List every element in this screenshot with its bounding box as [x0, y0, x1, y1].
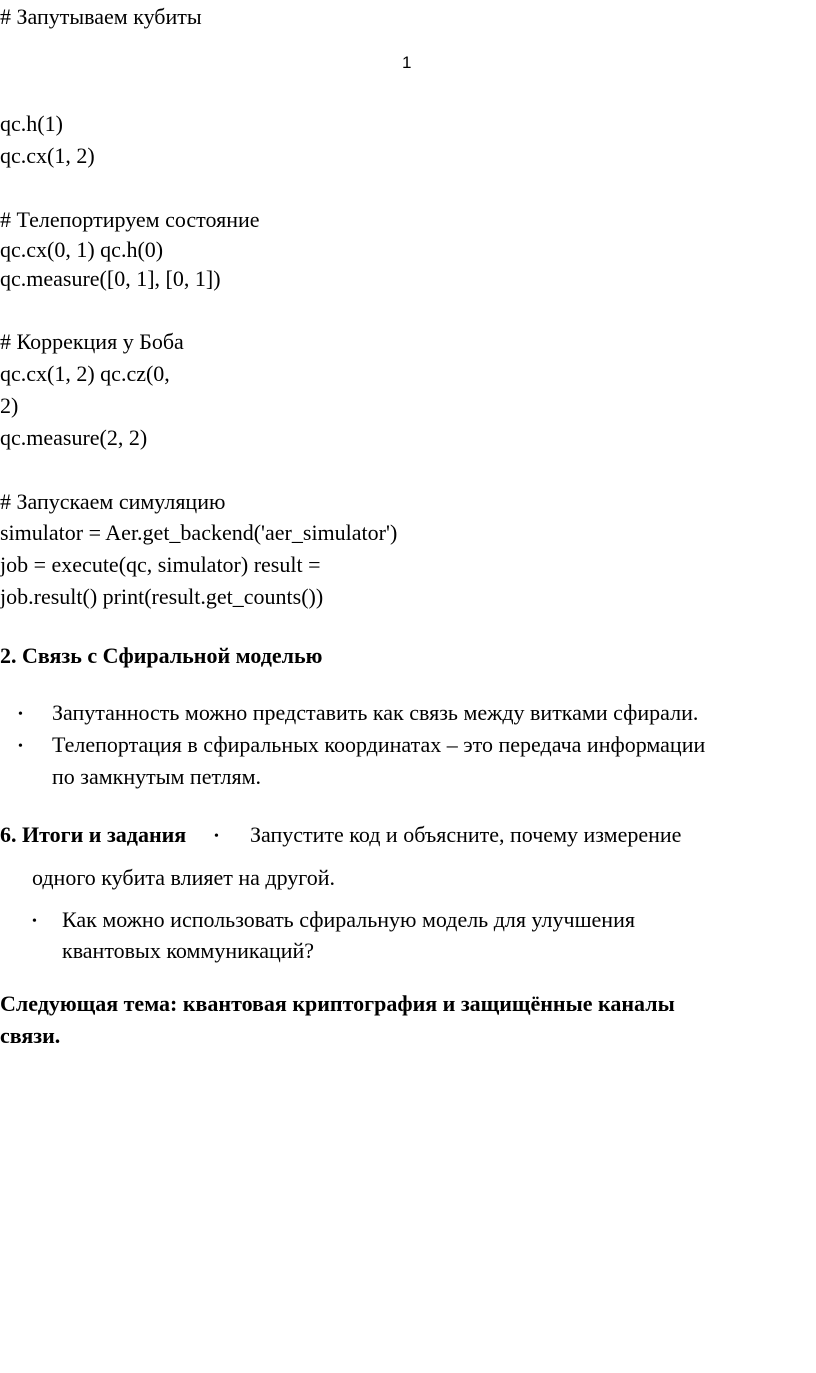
bullet-text: Телепортация в сфиральных координатах – это передача информации [52, 732, 706, 757]
bullet-text: Запустите код и объясните, почему измерение [250, 822, 682, 847]
code-line: simulator = Aer.get_backend('aer_simulator') [0, 520, 398, 545]
bullet-icon: • [32, 914, 37, 929]
code-line: qc.cx(1, 2) [0, 143, 95, 168]
code-line: 2) [0, 393, 19, 418]
section-heading: 6. Итоги и задания [0, 822, 187, 847]
bullet-text-continuation: квантовых коммуникаций? [62, 938, 315, 963]
code-comment: # Телепортируем состояние [0, 207, 260, 232]
code-comment: # Запускаем симуляцию [0, 489, 226, 514]
bullet-text: Запутанность можно представить как связь между витками сфирали. [52, 700, 699, 725]
code-comment: # Запутываем кубиты [0, 4, 202, 29]
bullet-text-continuation: одного кубита влияет на другой. [32, 865, 336, 890]
bullet-text-continuation: по замкнутым петлям. [52, 764, 262, 789]
code-line: qc.measure(2, 2) [0, 425, 148, 450]
code-line: qc.cx(1, 2) qc.cz(0, [0, 361, 170, 386]
code-line: qc.h(1) [0, 111, 63, 136]
bullet-icon: • [214, 829, 219, 844]
code-line: job = execute(qc, simulator) result = [0, 552, 321, 577]
section-heading: 2. Связь с Сфиральной моделью [0, 643, 323, 668]
page-number: 1 [402, 53, 412, 72]
bullet-text: Как можно использовать сфиральную модель для улучшения [62, 907, 635, 932]
code-line: job.result() print(result.get_counts()) [0, 584, 324, 609]
code-line: qc.measure([0, 1], [0, 1]) [0, 266, 221, 291]
bullet-icon: • [18, 739, 23, 754]
code-line: qc.cx(0, 1) qc.h(0) [0, 237, 164, 262]
next-topic-line: связи. [0, 1023, 61, 1048]
code-comment: # Коррекция у Боба [0, 329, 184, 354]
next-topic-line: Следующая тема: квантовая криптография и защищённые каналы [0, 991, 675, 1016]
bullet-icon: • [18, 707, 23, 722]
